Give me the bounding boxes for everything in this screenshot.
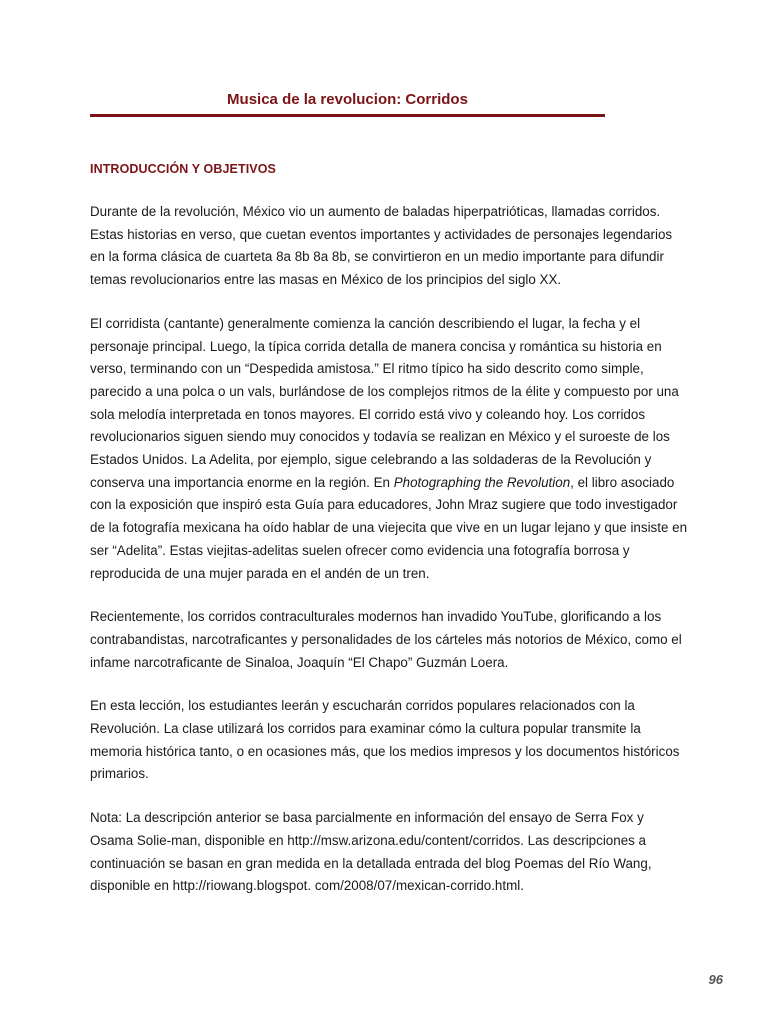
page-number: 96 bbox=[708, 972, 723, 987]
book-title-italic: Photographing the Revolution bbox=[393, 474, 571, 490]
paragraph-1: Durante de la revolución, México vio un aumento de baladas hiperpatrióticas, llamadas corridos. Estas historias en verso, que cuetan eventos importantes y actividades de personajes legendarios en la forma clásica de cuarteta 8a 8b 8a 8b, se convirtieron en un medio importante para difundir temas revolucionarios entre las masas en México de los principios del siglo XX. bbox=[90, 204, 673, 288]
paragraph-4: En esta lección, los estudiantes leerán y escucharán corridos populares relacionados con la Revolución. La clase utilizará los corridos para examinar cómo la cultura popular transmite la memoria histórica tanto, o en ocasiones más, que los medios impresos y los documentos históricos primarios. bbox=[90, 698, 680, 782]
section-heading: INTRODUCCIÓN Y OBJETIVOS bbox=[90, 162, 276, 176]
paragraph-2-text-end: , el libro asociado con la exposición que inspiró esta Guía para educadores, John Mraz sugiere que todo investigador de la fotografía mexicana ha oído hablar de una viejecita que vive en un lugar lejano y que insiste en ser “Adelita”. Estas viejitas-adelitas suelen ofrecer como evidencia una fotografía borrosa y reproducida de una mujer parada en el andén de un tren. bbox=[90, 474, 688, 581]
paragraph-2 bbox=[90, 313, 690, 585]
title-underline-rule bbox=[90, 114, 605, 117]
paragraph-5: Nota: La descripción anterior se basa parcialmente en información del ensayo de Serra Fox y Osama Solie-man, disponible en http://msw.arizona.edu/content/corridos. Las descripciones a continuación se basan en gran medida en la detallada entrada del blog Poemas del Río Wang, disponible en http://riowang.blogspot. com/2008/07/mexican-corrido.html. bbox=[90, 810, 652, 894]
paragraph-2-text-start: El corridista (cantante) generalmente comienza la canción describiendo el lugar, la fecha y el personaje principal. Luego, la típica corrida detalla de manera concisa y romántica su historia en verso, terminando con un “Despedida amistosa.” El ritmo típico ha sido descrito como simple, parecido a una polca o un vals, burlándose de los complejos ritmos de la élite y compuesto por una sola melodía interpretada en tonos mayores. El corrido está vivo y coleando hoy. Los corridos revolucionarios siguen siendo muy conocidos y todavía se realizan en México y el suroeste de los Estados Unidos. La Adelita, por ejemplo, sigue celebrando a las soldaderas de la Revolución y conserva una importancia enorme en la región. En bbox=[90, 315, 679, 490]
page-title: Musica de la revolucion: Corridos bbox=[227, 91, 468, 108]
body-text bbox=[90, 201, 690, 919]
paragraph-3: Recientemente, los corridos contraculturales modernos han invadido YouTube, glorificando a los contrabandistas, narcotraficantes y personalidades de los cárteles más notorios de México, como el infame narcotraficante de Sinaloa, Joaquín “El Chapo” Guzmán Loera. bbox=[90, 609, 682, 670]
